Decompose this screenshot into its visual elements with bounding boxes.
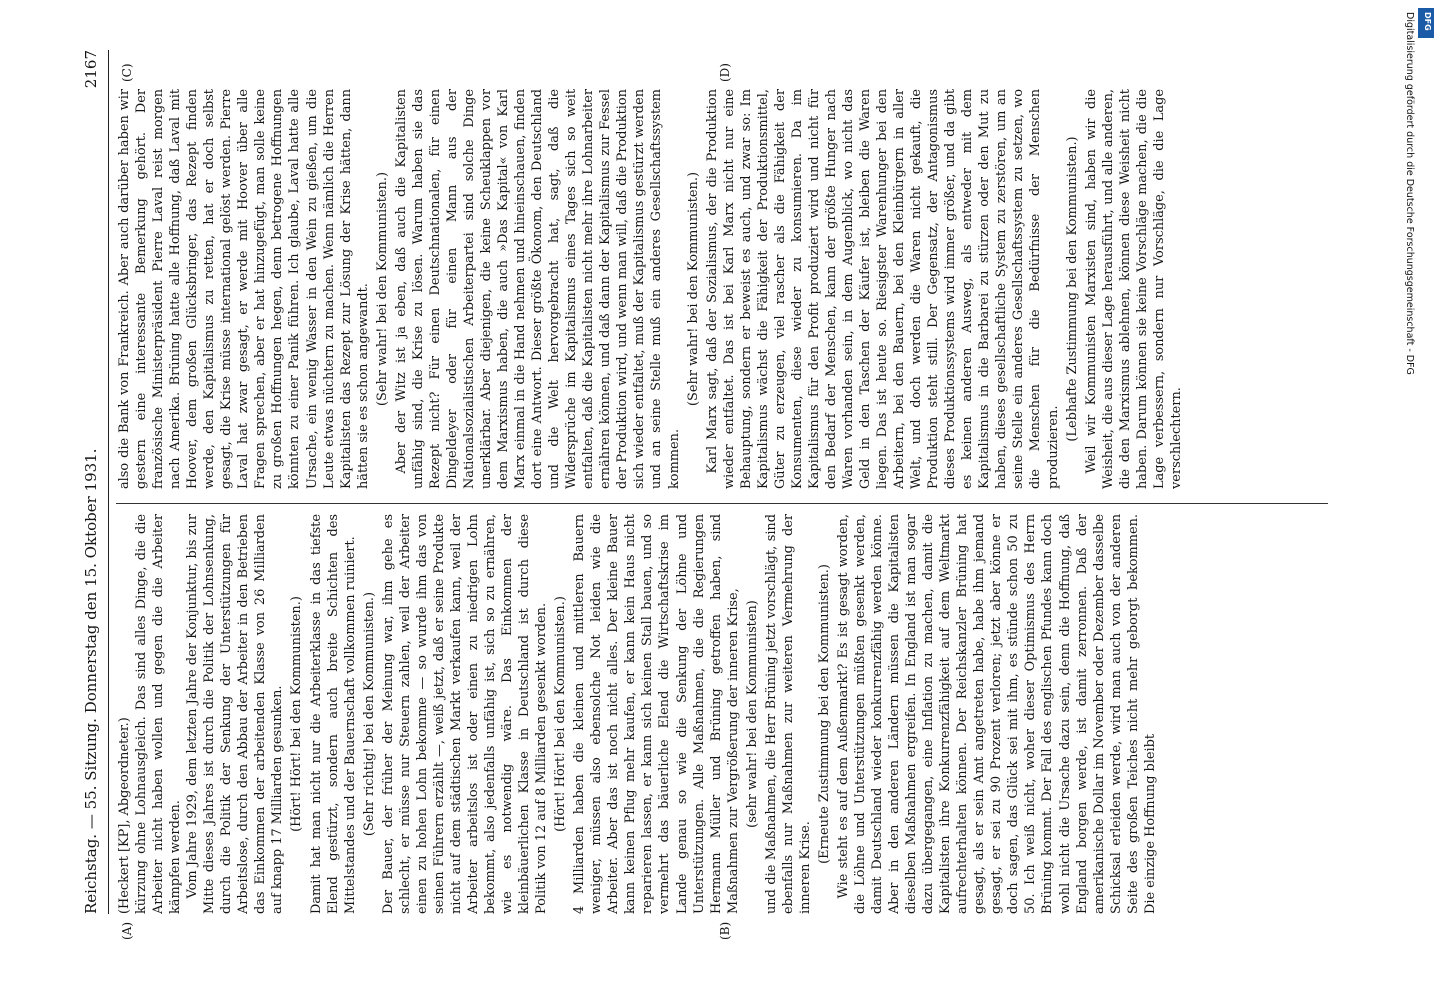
dfg-logo: DFG <box>1418 8 1434 38</box>
paragraph: Karl Marx sagt, daß der Sozialismus, der die Produktion wieder entfaltet. Das ist bei Karl Marx nicht nur eine Behauptung, sondern er beweist es auch, und zwar so: Im Kapitalismus wächst die Fähigkeit der Produktionsmittel, Güter zu erzeugen, viel rascher als die Fähigkeit der Konsumenten, diese wieder zu konsumieren. Da im Kapitalismus für den Profit produziert wird und nicht für den Bedarf der Menschen, kann der größte Hunger nach Waren vorhanden sein, in dem Augenblick, wo nicht das Geld in den Taschen der Käufer ist, bleiben die Waren liegen. Das ist heute so. Riesigster Warenhunger bei den Arbeitern, bei den Bauern, bei den Kleinbürgern in aller Welt, und doch werden die Waren nicht gekauft, die Produktion steht still. Der Gegensatz, der Antagonismus dieses Produktionssystems wird immer größer, und da gibt es keinen anderen Ausweg, als entweder mit dem Kapitalismus in die Barbarei zu stürzen oder den Mut zu haben, dieses gesellschaftliche System zu zerstören, um an seine Stelle ein anderes Gesellschaftssystem zu setzen, wo die Menschen für die Bedürfnisse der Menschen produzieren. <box>704 89 1061 489</box>
interjection: (Sehr wahr! bei den Kommunisten.) <box>374 172 390 406</box>
paragraph: 4 Milliarden haben die kleinen und mittleren Bauern weniger, müssen also ebensolche Not leiden wie die Arbeiter. Aber das ist noch nicht alles. Der kleine Bauer kann keinen Pflug mehr kaufen, er kann kein Haus nicht reparieren lassen, er kann sich keinen Stall bauen, und so vermehrt das bäuerliche Elend die Wirtschaftskrise im Lande genau so wie die Senkung der Löhne und Unterstützungen. Alle Maßnahmen, die die Regierungen Hermann Müller und Brüning getroffen haben, sind Maßnahmen zur Vergrößerung der inneren Krise, <box>572 514 741 914</box>
page-header <box>78 50 109 914</box>
column-divider <box>116 503 1328 504</box>
paragraph: Vom Jahre 1929, dem letzten Jahre der Konjunktur, bis zur Mitte dieses Jahres ist durch die Politik der Lohnsenkung, durch die Politik der Senkung der Unterstützungen für Arbeitslose, durch den Abbau der Arbeiter in den Betrieben das Einkommen der arbeitenden Klasse von 26 Milliarden auf knapp 17 Milliarden gesunken. <box>185 514 286 914</box>
margin-marker-b: (B) <box>718 921 732 940</box>
margin-marker-c: (C) <box>120 63 134 82</box>
paragraph: Weil wir Kommunisten Marxisten sind, haben wir die Weisheit, die aus dieser Lage herausführt, und alle anderen, die den Marxismus ablehnen, können diese Weisheit nicht haben. Darum können sie keine Vorschläge machen, die die Lage verbessern, sondern nur Vorschläge, die die Lage verschlechtern. <box>1083 89 1184 489</box>
left-column <box>116 514 1336 914</box>
margin-marker-d: (D) <box>718 63 732 82</box>
interjection: (Hört! Hört! bei den Kommunisten.) <box>289 596 305 832</box>
paragraph: und die Maßnahmen, die Herr Brüning jetzt vorschlägt, sind ebenfalls nur Maßnahmen zur weiteren Vermehrung der inneren Krise. <box>763 514 813 914</box>
rotated-page <box>78 50 1340 940</box>
digitization-credit: Digitalisierung gefördert durch die Deutsche Forschungsgemeinschaft - DFG <box>1404 12 1415 375</box>
interjection: (Sehr richtig! bei den Kommunisten.) <box>361 591 377 837</box>
interjection: (Sehr wahr! bei den Kommunisten.) <box>685 172 701 406</box>
paragraph: Wie steht es auf dem Außenmarkt? Es ist gesagt worden, die Löhne und Unterstützungen müßten gesenkt werden, damit Deutschland wieder konkurrenzfähig werden könne. Aber in den anderen Ländern müssen die Kapitalisten dieselben Maßnahmen ergreifen. In England ist man sogar dazu übergegangen, eine Inflation zu machen, damit die Kapitalisten ihre Konkurrenzfähigkeit auf dem Weltmarkt aufrechterhalten können. Der Reichskanzler Brüning hat gesagt, als er sein Amt angetreten habe, habe ihm jemand gesagt, er sei zu 90 Prozent verloren; jetzt aber könne er doch sagen, das Glück sei mit ihm, es stünde schon 50 zu 50. Ich weiß nicht, woher dieser Optimismus des Herrn Brüning kommt. Der Fall des englischen Pfundes kann doch wohl nicht die Ursache dazu sein, denn die Hoffnung, daß England borgen werde, ist damit zerronnen. Daß der amerikanische Dollar im November oder Dezember dasselbe Schicksal erleiden werde, wird man auch von der anderen Seite des großen Teiches nicht mehr geborgt bekommen. Die einzige Hoffnung bleibt <box>835 514 1158 914</box>
running-head: Reichstag. — 55. Sitzung. Donnerstag den 15. Oktober 1931. <box>82 448 100 914</box>
page-number: 2167 <box>82 50 100 89</box>
paragraph: Damit hat man nicht nur die Arbeiterklasse in das tiefste Elend gestürzt, sondern auch breite Schichten des Mittelstandes und der Bauernschaft vollkommen ruiniert. <box>308 514 358 914</box>
paragraph: kürzung ohne Lohnausgleich. Das sind alles Dinge, die die Arbeiter nicht haben wollen und gegen die die Arbeiter kämpfen werden. <box>134 514 184 914</box>
right-column <box>116 89 1336 489</box>
interjection: (Hört! Hört! bei den Kommunisten.) <box>553 596 569 832</box>
interjection: (Erneute Zustimmung bei den Kommunisten.) <box>816 564 832 864</box>
paragraph: Aber der Witz ist ja eben, daß auch die Kapitalisten unfähig sind, die Krise zu lösen. Warum haben sie das Rezept nicht? Für einen Deutschnationalen, für einen Dingeldeyer oder für einen Mann aus der Nationalsozialistischen Arbeiterpartei sind solche Dinge unerklärbar. Aber diejenigen, die keine Scheuklappen vor dem Marxismus haben, die auch »Das Kapital« von Karl Marx einmal in die Hand nehmen und hineinschauen, finden dort eine Antwort. Dieser größte Ökonom, den Deutschland und die Welt hervorgebracht hat, sagt, daß die Widersprüche im Kapitalismus eines Tages sich so weit entfalten, daß die Kapitalisten nicht mehr ihre Lohnarbeiter ernähren können, und daß dann der Kapitalismus zur Fessel der Produktion wird, und wenn man will, daß die Produktion sich wieder entfaltet, muß der Kapitalismus gestürzt werden und an seine Stelle muß ein anderes Gesellschaftssystem kommen. <box>393 89 682 489</box>
interjection: (sehr wahr! bei den Kommunisten) <box>744 600 760 828</box>
paragraph: Der Bauer, der früher der Meinung war, ihm gehe es schlecht, er müsse nur Steuern zahlen, weil der Arbeiter einen zu hohen Lohn bekomme — so wurde ihm das von seinen Führern erzählt —, weiß jetzt, daß er seine Produkte nicht auf dem städtischen Markt verkaufen kann, weil der Arbeiter arbeitslos ist oder einen zu niedrigen Lohn bekommt, also jedenfalls unfähig ist, sich so zu ernähren, wie es notwendig wäre. Das Einkommen der kleinbäuerlichen Klasse in Deutschland ist durch diese Politik von 12 auf 8 Milliarden gesenkt worden. <box>380 514 550 914</box>
interjection: (Lebhafte Zustimmung bei den Kommunisten.) <box>1064 136 1080 442</box>
margin-marker-a: (A) <box>120 921 134 940</box>
speaker-line: (Heckert [KP], Abgeordneter.) <box>117 717 132 914</box>
paragraph: also die Bank von Frankreich. Aber auch darüber haben wir gestern eine interessante Bemerkung gehört. Der französische Ministerpräsident Pierre Laval reist morgen nach Amerika. Brüning hatte alle Hoffnung, daß Laval mit Hoover, dem großen Glücksbringer, das Rezept finden werde, den Kapitalismus zu retten, hat er doch selbst gesagt, die Krise müsse international gelöst werden. Pierre Laval hat zwar gesagt, er werde mit Hoover über alle Fragen sprechen, aber er hat hinzugefügt, man solle keine zu großen Hoffnungen hegen, denn betrogene Hoffnungen könnten zu einer Panik führen. Ich glaube, Laval hatte alle Ursache, ein wenig Wasser in den Wein zu gießen, um die Leute etwas nüchtern zu machen. Wenn nämlich die Herren Kapitalisten das Rezept zur Lösung der Krise hätten, dann hätten sie es schon angewandt. <box>117 89 371 489</box>
